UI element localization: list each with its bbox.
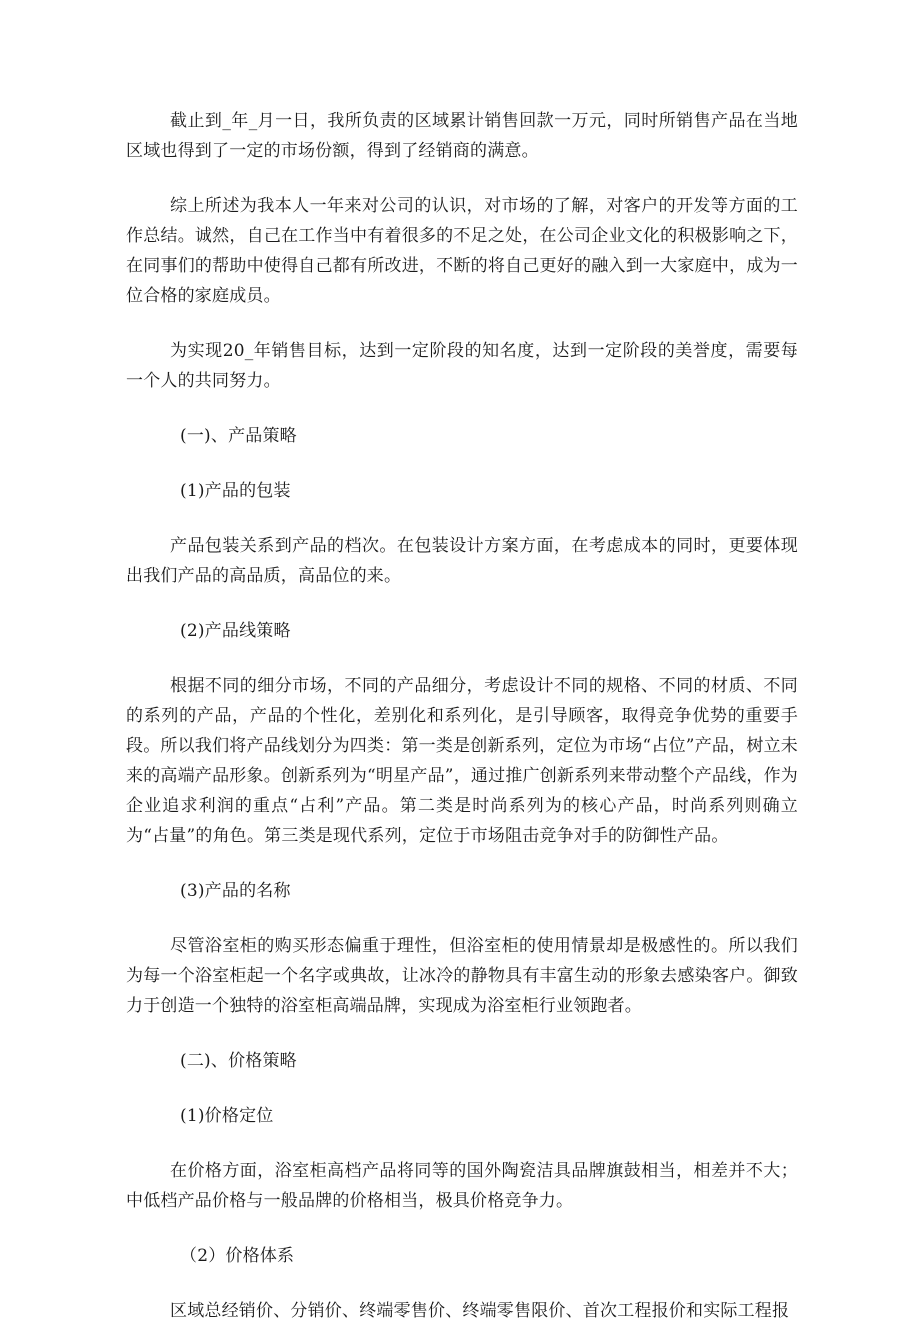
heading-product-line: (2)产品线策略 (180, 621, 291, 641)
paragraph-price-system: 区域总经销价、分销价、终端零售价、终端零售限价、首次工程报价和实际工程报 (170, 1301, 790, 1321)
paragraph-work-summary: 综上所述为我本人一年来对公司的认识，对市场的了解，对客户的开发等方面的工作总结。诚然，自己在工作当中有着很多的不足之处，在公司企业文化的积极影响之下，在同事们的帮助中使得自己都有所改进，不断的将自己更好的融入到一大家庭中，成为一位合格的家庭成员。 (126, 196, 798, 306)
heading-product-name: (3)产品的名称 (180, 881, 291, 901)
paragraph-sales-goal: 为实现20_年销售目标，达到一定阶段的知名度，达到一定阶段的美誉度，需要每一个人的共同努力。 (126, 341, 798, 391)
heading-product-packaging: (1)产品的包装 (180, 481, 291, 501)
heading-product-strategy: (一)、产品策略 (180, 426, 297, 446)
heading-price-strategy: (二)、价格策略 (180, 1051, 297, 1071)
paragraph-sales-summary: 截止到_年_月一日，我所负责的区域累计销售回款一万元，同时所销售产品在当地区域也得到了一定的市场份额，得到了经销商的满意。 (126, 111, 798, 161)
paragraph-product-line: 根据不同的细分市场，不同的产品细分，考虑设计不同的规格、不同的材质、不同的系列的产品，产品的个性化，差别化和系列化，是引导顾客，取得竞争优势的重要手段。所以我们将产品线划分为四类：第一类是创新系列，定位为市场“占位”产品，树立未来的高端产品形象。创新系列为“明星产品”，通过推广创新系列来带动整个产品线，作为企业追求利润的重点“占利”产品。第二类是时尚系列为的核心产品，时尚系列则确立为“占量”的角色。第三类是现代系列，定位于市场阻击竞争对手的防御性产品。 (126, 676, 798, 846)
paragraph-price-positioning: 在价格方面，浴室柜高档产品将同等的国外陶瓷洁具品牌旗鼓相当，相差并不大；中低档产品价格与一般品牌的价格相当，极具价格竞争力。 (126, 1161, 798, 1211)
heading-price-system: （2）价格体系 (180, 1246, 295, 1266)
document-body (126, 106, 798, 1326)
paragraph-product-name: 尽管浴室柜的购买形态偏重于理性，但浴室柜的使用情景却是极感性的。所以我们为每一个浴室柜起一个名字或典故，让冰冷的静物具有丰富生动的形象去感染客户。御致力于创造一个独特的浴室柜高端品牌，实现成为浴室柜行业领跑者。 (126, 936, 798, 1016)
paragraph-packaging: 产品包装关系到产品的档次。在包装设计方案方面，在考虑成本的同时，更要体现出我们产品的高品质，高品位的来。 (126, 536, 798, 586)
heading-price-positioning: (1)价格定位 (180, 1106, 274, 1126)
